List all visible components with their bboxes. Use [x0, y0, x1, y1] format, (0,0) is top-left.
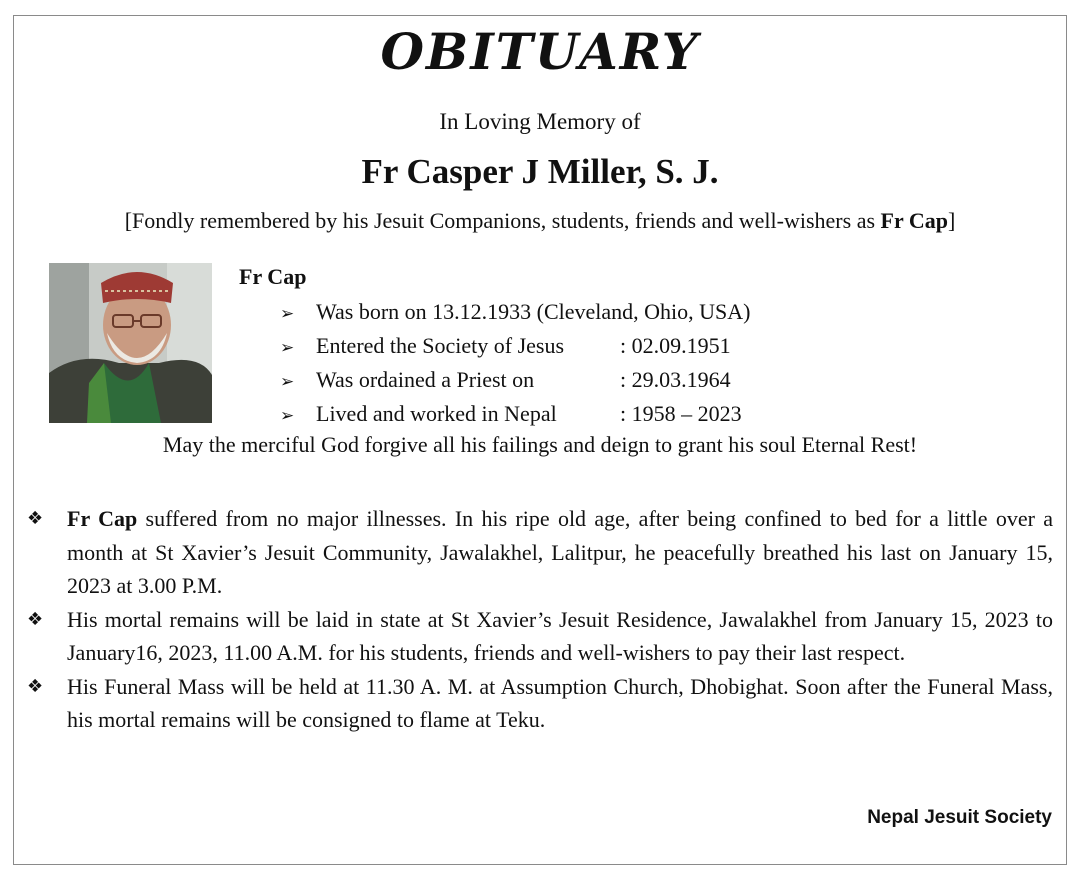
fact-value: : 02.09.1951: [620, 333, 731, 358]
fact-value: : 29.03.1964: [620, 367, 731, 392]
list-item: [27, 603, 1053, 670]
note-text: suffered from no major illnesses. In his ripe old age, after being confined to bed for a little over a month at St Xavier’s Jesuit Community, Jawalakhel, Lalitpur, he peacefully breathed his last on January 15, 2023 at 3.00 P.M.: [67, 506, 1053, 598]
note-text: His mortal remains will be laid in state at St Xavier’s Jesuit Residence, Jawalakhel from January 15, 2023 to January16, 2023, 11.00 A.M. for his students, friends and well-wishers to pay their last respect.: [67, 606, 1053, 665]
fact-label: Was born on 13.12.1933 (Cleveland, Ohio, USA): [316, 299, 751, 324]
nickname: Fr Cap: [880, 208, 948, 233]
fact-society: [280, 330, 751, 364]
deceased-name: Fr Casper J Miller, S. J.: [361, 152, 719, 191]
portrait-photo: [49, 263, 212, 423]
profile-facts: [280, 296, 751, 432]
diamond-bullet-icon: ❖: [27, 675, 44, 697]
list-item: [27, 502, 1053, 603]
diamond-bullet-icon: ❖: [27, 508, 44, 529]
note-text: His Funeral Mass will be held at 11.30 A. M. at Assumption Church, Dhobighat. Soon after the Funeral Mass, his mortal remains will be consigned to flame at Teku.: [67, 673, 1053, 732]
portrait-illustration: [49, 263, 212, 423]
fact-label: Was ordained a Priest on: [316, 367, 535, 392]
fact-nepal: [280, 398, 751, 432]
signature: Nepal Jesuit Society: [867, 807, 1052, 828]
arrow-bullet-icon: ➢: [280, 406, 295, 425]
fact-label: Lived and worked in Nepal: [316, 401, 557, 426]
announcement-list: [27, 502, 1053, 737]
fact-ordained: [280, 364, 751, 398]
list-item: [27, 670, 1053, 737]
arrow-bullet-icon: ➢: [280, 338, 295, 357]
fact-label: Entered the Society of Jesus: [316, 333, 565, 358]
memory-line: In Loving Memory of: [439, 109, 641, 134]
obituary-title: OBITUARY: [380, 22, 700, 81]
prayer-line: May the merciful God forgive all his failings and deign to grant his soul Eternal Rest!: [162, 432, 918, 457]
fondly-remembered-line: [0, 208, 1080, 234]
arrow-bullet-icon: ➢: [280, 372, 295, 391]
diamond-bullet-icon: ❖: [27, 608, 44, 630]
fact-value: : 1958 – 2023: [620, 401, 742, 426]
profile-heading: Fr Cap: [239, 264, 307, 289]
fact-born: [280, 296, 751, 330]
note-bold: Fr Cap: [67, 506, 138, 531]
arrow-bullet-icon: ➢: [280, 304, 295, 323]
fondly-text: [Fondly remembered by his Jesuit Companions, students, friends and well-wishers as: [124, 208, 881, 233]
fondly-close: ]: [947, 208, 956, 233]
